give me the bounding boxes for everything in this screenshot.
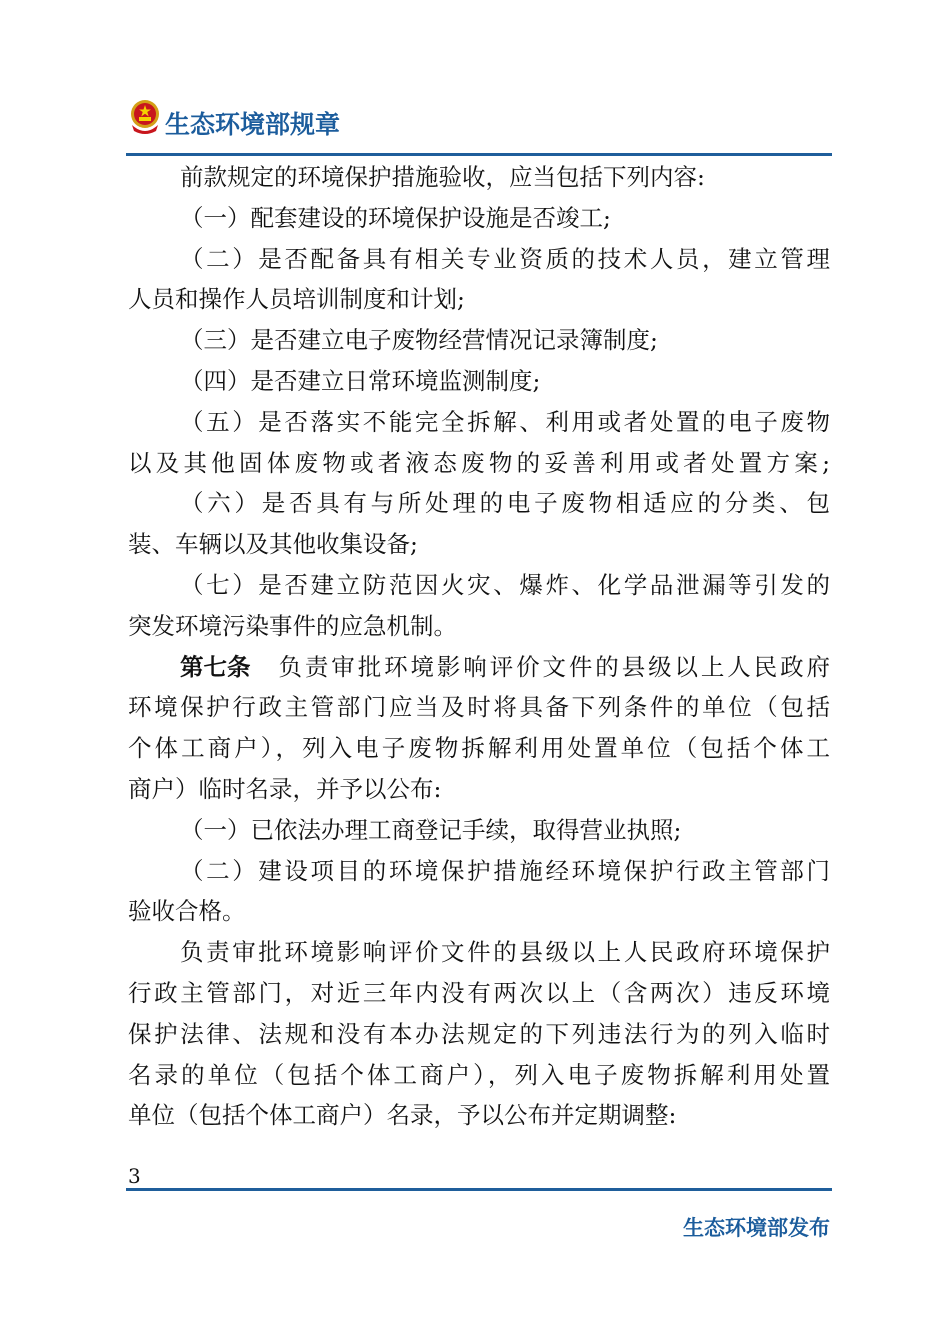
footer-rule [126, 1188, 832, 1191]
text-line: 保护法律、法规和没有本办法规定的下列违法行为的列入临时 [128, 1019, 830, 1048]
national-emblem-icon [129, 99, 161, 135]
text-line: 验收合格。 [128, 897, 246, 926]
text-line: （二）建设项目的环境保护措施经环境保护行政主管部门 [180, 856, 830, 885]
text-line: 以及其他固体废物或者液态废物的妥善利用或者处置方案; [128, 448, 830, 477]
text-line: 装、车辆以及其他收集设备; [128, 530, 418, 559]
header-rule [126, 153, 832, 156]
text-line: （五）是否落实不能完全拆解、利用或者处置的电子废物 [180, 407, 830, 436]
text-line: 商户）临时名录，并予以公布: [128, 774, 442, 803]
text-line: （三）是否建立电子废物经营情况记录簿制度; [180, 326, 658, 355]
text-line: （四）是否建立日常环境监测制度; [180, 366, 541, 395]
document-body [128, 157, 830, 1136]
text-line: （七）是否建立防范因火灾、爆炸、化学品泄漏等引发的 [180, 570, 830, 599]
text-line: 环境保护行政主管部门应当及时将具备下列条件的单位（包括 [128, 693, 830, 722]
text-line: 负责审批环境影响评价文件的县级以上人民政府 [278, 652, 830, 681]
article-label: 第七条 [180, 652, 251, 681]
text-line: 个体工商户），列入电子废物拆解利用处置单位（包括个体工 [128, 734, 830, 763]
text-line: （一）已依法办理工商登记手续，取得营业执照; [180, 815, 682, 844]
text-line: 负责审批环境影响评价文件的县级以上人民政府环境保护 [180, 938, 830, 967]
text-line: 名录的单位（包括个体工商户），列入电子废物拆解利用处置 [128, 1060, 830, 1089]
text-line: 前款规定的环境保护措施验收，应当包括下列内容: [180, 163, 705, 191]
footer-publisher: 生态环境部发布 [683, 1216, 830, 1240]
text-line: 单位（包括个体工商户）名录，予以公布并定期调整: [128, 1101, 677, 1130]
text-line: （二）是否配备具有相关专业资质的技术人员，建立管理 [180, 244, 830, 273]
header-title: 生态环境部规章 [165, 110, 341, 139]
article-7-first-line [128, 647, 830, 688]
text-line: 行政主管部门，对近三年内没有两次以上（含两次）违反环境 [128, 978, 830, 1007]
text-line: 突发环境污染事件的应急机制。 [128, 611, 457, 640]
text-line: （六）是否具有与所处理的电子废物相适应的分类、包 [180, 489, 830, 518]
page-number: 3 [128, 1164, 141, 1188]
text-line: （一）配套建设的环境保护设施是否竣工; [180, 203, 611, 232]
text-line: 人员和操作人员培训制度和计划; [128, 285, 465, 314]
